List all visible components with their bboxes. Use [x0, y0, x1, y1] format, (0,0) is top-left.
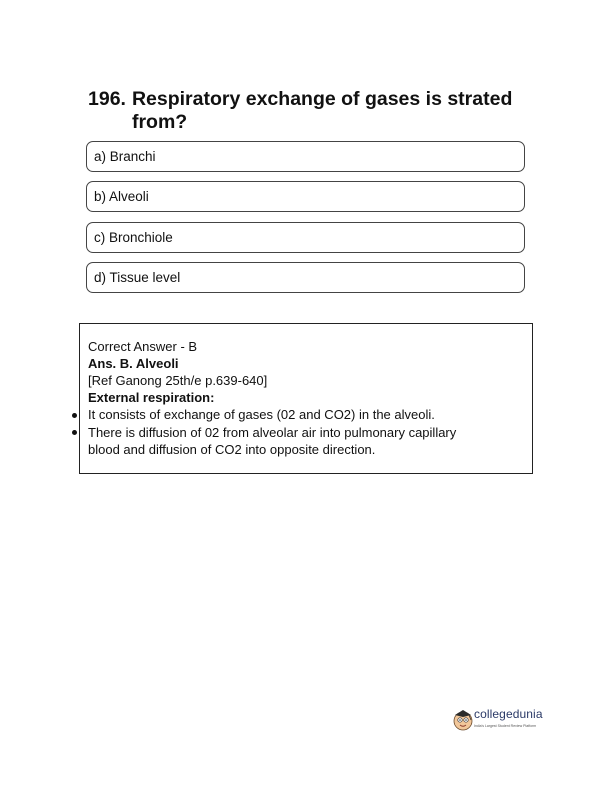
option-c[interactable]: c) Bronchiole [86, 222, 525, 253]
explanation-bullet-1: It consists of exchange of gases (02 and CO2) in the alveoli. [88, 407, 435, 422]
brand-name: collegedunia [474, 707, 543, 721]
answer-reference: [Ref Ganong 25th/e p.639-640] [88, 373, 268, 388]
option-b[interactable]: b) Alveoli [86, 181, 525, 212]
question-heading [88, 88, 538, 134]
answer-title: Ans. B. Alveoli [88, 356, 179, 371]
brand-tagline: India's Largest Student Review Platform [474, 724, 537, 728]
option-d[interactable]: d) Tissue level [86, 262, 525, 293]
question-text: Respiratory exchange of gases is strated from? [131, 88, 513, 133]
bullet-dot [72, 413, 77, 418]
correct-answer: Correct Answer - B [88, 339, 198, 354]
explanation-bullet-2-cont: blood and diffusion of CO2 into opposite direction. [88, 442, 376, 457]
explanation-heading: External respiration: [88, 390, 215, 405]
question-number: 196. [88, 88, 126, 110]
option-a[interactable]: a) Branchi [86, 141, 525, 172]
bullet-dot [72, 430, 77, 435]
explanation-bullet-2: There is diffusion of 02 from alveolar air into pulmonary capillary [88, 425, 457, 440]
